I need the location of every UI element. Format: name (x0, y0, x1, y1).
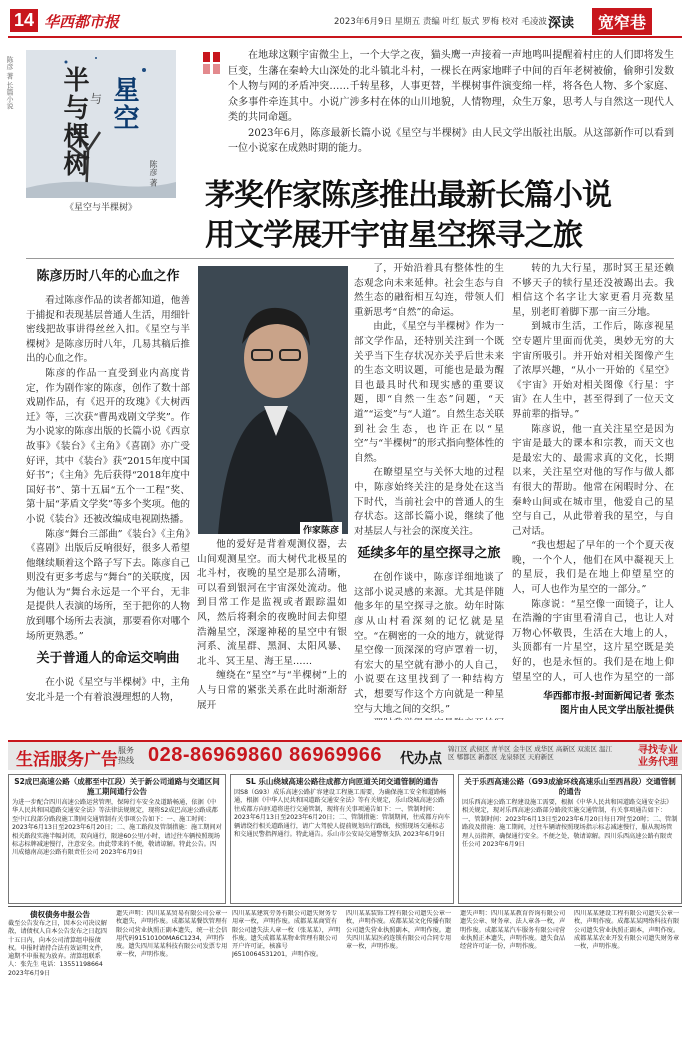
article-paragraph: 看过陈彦作品的读者都知道，他善于捕捉和表现基层普通人生活，用细针密线把故事讲得丝丝入扣。《星空与半棵树》是陈彦历时八年，几易其稿后推出的心血之作。 (26, 295, 190, 365)
service-ad-banner (8, 740, 682, 770)
column-label: 宽窄巷 (592, 8, 652, 35)
notice-box-1 (8, 774, 226, 904)
intro-paragraph-1: 在地球这颗宇宙微尘上，一个大学之夜，猫头鹰一声接着一声地鸣叫提醒着村庄的人们即将发生巨变，生藩在秦岭大山深处的北斗镇北斗村，一棵长在两家地畔子中间的百年老树被偷，偷卵引发数个人物与网的矛盾冲突……千转星移，人事更替，半棵树事件演变绵一样，将各色人物、多个家庭、众多事件牵连其中。小说广涉多村在体的山川地貌，人情物理，众生万象，思考人与自然这一现代人类的共同命题。 (228, 50, 674, 123)
article-column-2 (197, 538, 347, 720)
classified-column-5 (460, 910, 570, 1044)
author-photo (198, 266, 348, 534)
article-column-3 (354, 262, 504, 720)
article-column-4 (512, 262, 674, 682)
headline-line-1: 茅奖作家陈彦推出最新长篇小说 (205, 178, 611, 213)
article-paragraph: 在瞭望星空与关怀大地的过程中，陈彦始终关注的是身处在这当下时代，当前社会中的普通人的生存状态。这部长篇小说，继续了他对基层人与社会的深度关注。 (354, 467, 504, 537)
article-paragraph: 陈彦的作品一直受到业内高度肯定，作为剧作家的陈彦，创作了数十部戏剧作品，有《迟开的玫瑰》《大树西迁》等，三次获“曹禺戏剧文学奖”。作为小说家的陈彦出版的长篇小说《西京故事》《装台》《主角》《喜剧》亦广受好评，其中《装台》获“2015年度中国好书”；《主角》先后获得“2018年度中国好书”、第十五届“五个一工程”奖、第十届“茅盾文学奖”等多个奖项。他的小说《装台》还被改编成电视剧热播。 (26, 367, 190, 525)
classified-column-1 (8, 910, 112, 1044)
ad-phone-label-2: 热线 (118, 756, 134, 765)
reporter-credit: 华西都市报-封面新闻记者 张杰 (543, 691, 674, 702)
ad-agent-label: 代办点 (400, 751, 442, 767)
classified-text: 四川某某装饰工程有限公司遗失公章一枚，声明作废。成都某某文化传播有限公司遗失营业执照副本，声明作废。遗失四川某某医药连锁有限公司合同专用章一枚，声明作废。 (346, 910, 452, 951)
photo-caption: 作家陈彦 (300, 522, 342, 537)
classified-column-6 (574, 910, 682, 1044)
ad-brand (620, 745, 678, 769)
article-paragraph: 了，开始沿着具有整体性的生态观念向未来延伸。社会生态与自然生态的融衔相互勾连，带领人们重新思考“自然”的命运。 (354, 263, 504, 318)
article-credit (512, 690, 674, 718)
ad-brand-line-2: 业务代理 (638, 757, 678, 768)
cover-title-b: 星空 (109, 76, 139, 132)
article-paragraph: 转的九大行星，那时冥王星还赖不够天子的犊行星还没被踢出去。我相信这个名字让大家更看月亮数星星，别老盯着脚下那一亩三分地。 (512, 263, 674, 318)
cover-conjunction: 与 (90, 92, 103, 106)
cover-title-a: 半与棵树 (59, 66, 89, 178)
article-paragraph: 陈彦说：“星空像一面镜子，让人在浩瀚的宇宙里看清自己，也让人对万物心怀敬畏，生活在大地上的人，头顶都有一片星空，这片星空既是美好的，也是永恒的。我们是在地上仰望星空的人，可人也作为星空的一部 (512, 598, 674, 682)
subheading-2: 关于普通人的命运交响曲 (36, 651, 180, 667)
section-label: 深读 (548, 16, 575, 31)
article-paragraph: 陈彦说，他一直关注星空是因为宇宙是最大的课本和宗教，而天文也是最宏大的、最需求真的文化，长期以来，关注星空对他的写作与做人都有很大的帮助。他常在闲暇时分、在秦岭山间或在城市里，他爱自己的星空与自己，从此带着我的星空，与自己对话。 (512, 423, 674, 537)
headline-line-2: 用文学展开宇宙星空探寻之旅 (205, 218, 582, 253)
article-paragraph (354, 717, 504, 720)
notice-body: 因乐西高速公路工程建设施工需要，根据《中华人民共和国道路交通安全法》相关规定，现对乐西高速公路部分路段实施交通管制，有关事项通告如下：一、管制时间：2023年6月13日至2023年6月20日每日7时至20时；二、管制路段及措施：施工期间，过往车辆请按照现场指示标志减速慢行，服从现场管理人员指挥，确保通行安全。不便之处，敬请谅解。四川乐西高速公路有限责任公司 2023年6月9日 (462, 799, 678, 849)
article-paragraph: 他的爱好是背着观测仪器，去山间观测星空。而大树代北极星的北斗村，夜晚的星空是那么清晰，可以看到银河在宇宙深处流动。他到目常工作是监视或者跟踪温如风，然后将剩余的夜晚时间去仰望浩瀚星空，深邃神秘的星空中有银河系、流星群、黑洞、太阳风暴、北斗、冥王星、海王星…… (197, 539, 347, 667)
classifieds-rule (8, 906, 682, 907)
classified-text: 遗失声明：四川某某贸易有限公司公章一枚遗失，声明作废。成都某某餐饮管理有限公司营业执照正副本遗失，统一社会信用代码91510100MA6C1234，声明作废。遗失四川某某科技有限公司发票专用章一枚，声明作废。 (116, 910, 228, 959)
cover-side-text: 陈彦 著 长篇小说 (6, 56, 14, 110)
article-paragraph: 到城市生活，工作后，陈彦视星空专题片里面而优美，奥妙无穷的大宇宙所吸引。并开始对相关图像产生了浓厚兴趣，“从小一开始的《星空》《宇宙》开始对相关图像《行星：宇宙》在人生中，甚至得到了一位天文界前辈的指导。” (512, 321, 674, 420)
notice-body: 为进一步配合四川高速公路运营管理，保障行车安全及道路畅通，依据《中华人民共和国道路交通安全法》等法律法规规定，现将S2成巴高速公路成都至中江段部分路段施工期间交通管制有关事项公告如下：一、施工时间：2023年6月13日至2023年6月20日；二、施工路段及管制措施：施工期间对相关路段实施半幅封闭，双向通行，限速60公里/小时，请过往车辆按照现场标志标牌减速慢行，注意安全。由此带来的不便，敬请谅解。特此公告。四川成德南高速公路有限责任公司 2023年6月9日 (12, 799, 222, 857)
ad-phone-label (118, 746, 134, 766)
classified-column-3 (232, 910, 342, 1044)
ad-phone-label-1: 服务 (118, 746, 134, 755)
article-paragraph: 在创作谈中，陈彦详细地谈了这部小说灵感的来源。尤其是伴随他多年的星空探寻之旅。幼年时陈彦从山村看深刻的记忆就是星空。“在稠密的一众的地方，就觉得星空像一顶深深的穹庐罩着一切，有宏大的星空就有渺小的人自己，小说要在这里找到了一种结构方式，想要写作这个方向就是一种星空与大地之间的交织。” (354, 572, 504, 715)
cover-caption: 《星空与半棵树》 (64, 203, 137, 213)
paper-name: 华西都市报 (44, 13, 120, 31)
subheading-3: 延续多年的星空探寻之旅 (357, 546, 501, 562)
notice-box-2 (230, 774, 454, 904)
ad-agent-areas: 锦江区 武侯区 青羊区 金牛区 成华区 高新区 双流区 温江区 郫都区 新都区 龙泉驿区 天府新区 (448, 745, 612, 761)
subheading-1: 陈彦历时八年的心血之作 (36, 269, 180, 284)
classified-heading: 债权债务申报公告 (30, 910, 90, 919)
image-credit: 图片由人民文学出版社提供 (559, 705, 674, 716)
article-paragraph: 在小说《星空与半棵树》中，主角安北斗是一个有着浪漫理想的人物， (26, 677, 190, 703)
page-number: 14 (10, 9, 38, 32)
classified-column-2 (116, 910, 228, 1044)
issue-info: 2023年6月9日 星期五 责编 叶红 版式 罗梅 校对 毛凌波 (334, 17, 547, 27)
article-paragraph: “我也想起了早年的一个个夏天夜晚，一个个人，他们在风中凝视天上的星辰，我们是在地上仰望星空的人，可人也作为星空的一部分。” (512, 540, 674, 596)
notice-title: S2成巴高速公路（成都至中江段）关于新公司道路与交通区间施工期间通行公告 (14, 777, 220, 796)
article-paragraph: 由此，《星空与半棵树》作为一部文学作品，还特别关注到一个既关乎当下生存状况亦关乎后世未来的生态文明议题，可能也是最为醒目也最具时代和现实感的重要议题，即“自然一生态”问题，“天道”“运变”与“人道”。自然生态关联到社会生态，也许正在以“星空”与“半棵树”的形式指向整体性的自然。 (354, 321, 504, 464)
article-column-1 (26, 262, 190, 720)
headline-rule (26, 258, 674, 259)
notice-title: 关于乐西高速公路（G93成渝环线高速乐山至西昌段）交通管制的通告 (464, 777, 676, 796)
book-cover-image (26, 50, 176, 198)
classified-text: 四川某某建筑劳务有限公司遗失财务专用章一枚，声明作废。成都某某商贸有限公司遗失法人章一枚（张某某），声明作废。遗失成都某某物业管理有限公司开户许可证，核准号J6510064531201，声明作废。 (232, 910, 341, 959)
cover-author: 陈彦 著 (149, 160, 158, 187)
ad-phone-number: 028-86969860 86969966 (148, 744, 383, 766)
article-paragraph: 陈彦“舞台三部曲”《装台》《主角》《喜剧》出版后反响很好，很多人希望他继续顺着这个路子写下去。陈彦自己则没有更多考虑与“舞台”的关联度，因为他认为“舞台永远是一个平台，无非是提供人表演的场所，至于把你的人物放到哪个场所去表演，那要看你对哪个场所更熟悉。” (26, 528, 190, 642)
notice-body: 因S8（G93）成乐高速公路扩容建设工程施工需要，为确保施工安全和道路畅通，根据《中华人民共和国道路交通安全法》等有关规定，乐山绕城高速公路往成都方向匝道将进行交通管制，现将有关事项通告如下：一、管制时间：2023年6月13日至2023年6月20日；二、管制措施：管制期间，往成都方向车辆请绕行相关道路通行，请广大驾驶人提前规划出行路线，按照现场交通标志和交通民警指挥通行。特此通告。乐山市公安局交通警察支队 2023年6月9日 (234, 789, 450, 839)
quote-mark-icon (203, 52, 221, 74)
intro-paragraph-2: 2023年6月，陈彦最新长篇小说《星空与半棵树》由人民文学出版社出版。从这部新作可以看到一位小说家在成熟时期的能力。 (228, 127, 674, 154)
header-rule (8, 36, 682, 38)
classified-text: 截至公告发布之日，因本公司决议解散，请债权人自本公告发布之日起四十五日内，向本公司清算组申报债权。申报时请持合法有效证明文件，逾期不申报视为放弃。清算组联系人：张先生 电话：13551198664 2023年6月9日 (8, 920, 107, 977)
author-portrait (198, 266, 348, 534)
notice-title: SL 乐山绕城高速公路往成都方向匝道关闭交通管制的通告 (245, 777, 439, 786)
classified-text: 四川某某建设工程有限公司遗失公章一枚，声明作废。成都某某网络科技有限公司遗失营业执照正副本，声明作废。成都某某农业开发有限公司遗失财务章一枚，声明作废。 (574, 910, 680, 951)
notice-box-3 (458, 774, 682, 904)
ad-title: 生活服务广告 (16, 750, 118, 770)
classified-text: 遗失声明：四川某某教育咨询有限公司遗失公章、财务章、法人章各一枚，声明作废。成都某某汽车服务有限公司营业执照正本遗失，声明作废。遗失食品经营许可证一份，声明作废。 (460, 910, 566, 951)
intro-text (228, 48, 674, 157)
page-header (8, 6, 682, 36)
article-paragraph: 缠绕在“星空”与“半棵树”上的人与日常的紧张关系在此时渐渐舒展开 (197, 670, 347, 711)
ad-brand-line-1: 寻找专业 (638, 745, 678, 756)
classified-column-4 (346, 910, 456, 1044)
